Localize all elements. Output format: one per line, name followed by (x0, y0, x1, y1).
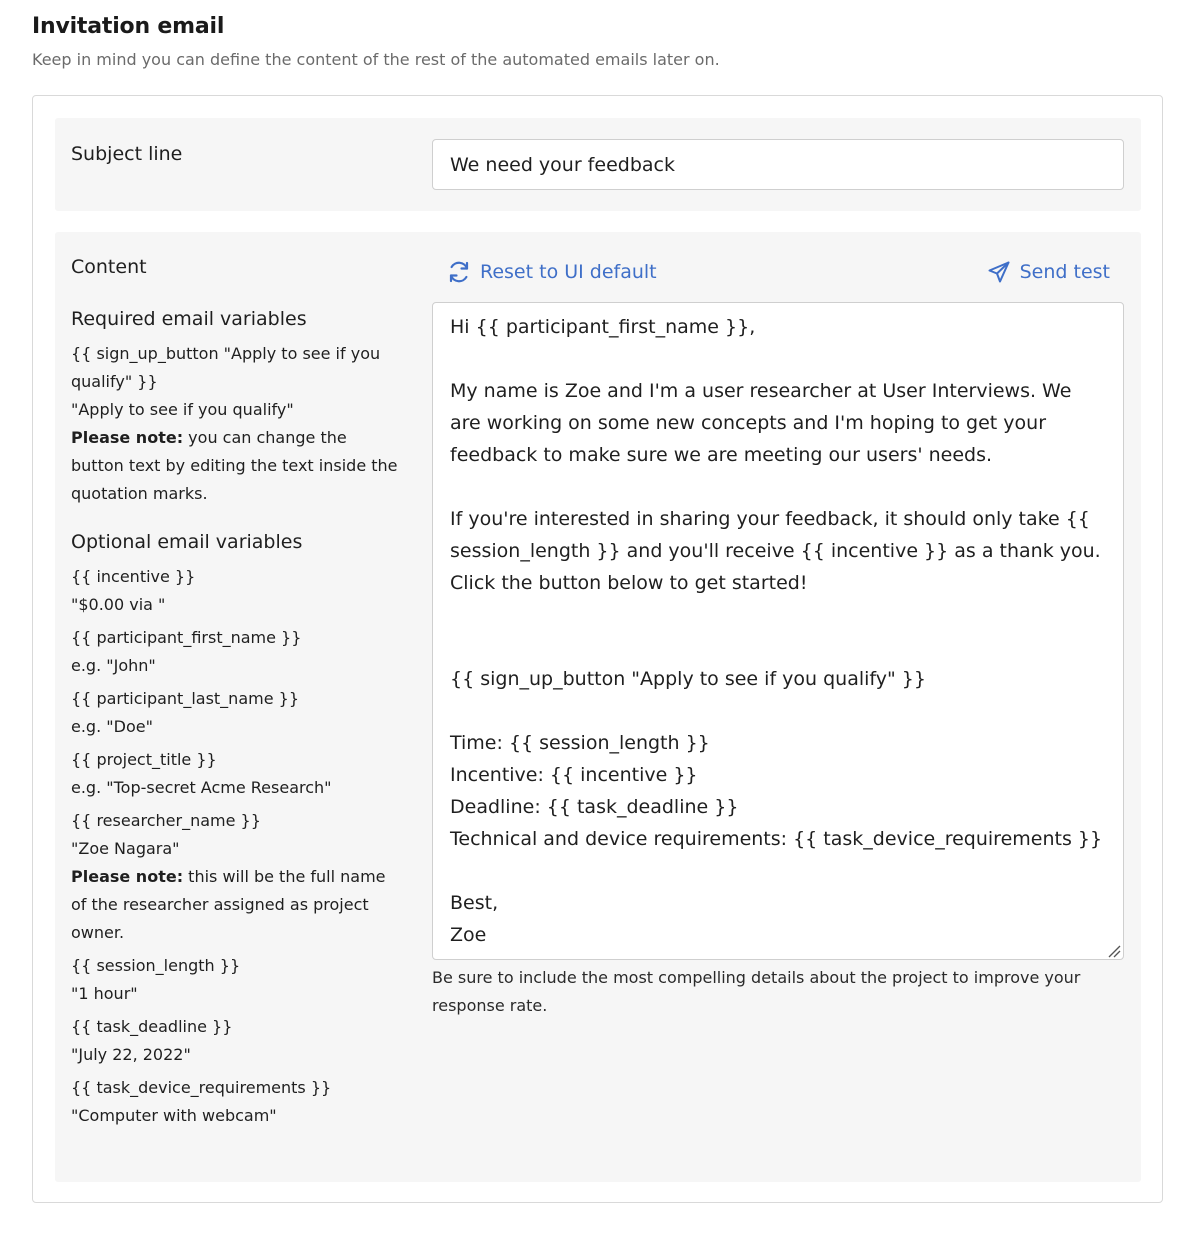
email-body-textarea[interactable] (432, 302, 1124, 960)
content-section (55, 232, 1141, 1182)
subject-line-label: Subject line (71, 143, 183, 165)
note-label: Please note: (71, 867, 184, 886)
variable-name: {{ task_deadline }} (71, 1017, 233, 1036)
variable-name: {{ participant_last_name }} (71, 689, 299, 708)
variable-name: {{ participant_first_name }} (71, 628, 302, 647)
optional-variable-item (71, 952, 401, 1008)
optional-variable-item (71, 624, 401, 680)
optional-variable-item (71, 1013, 401, 1069)
refresh-icon (447, 260, 471, 284)
reset-button-label: Reset to UI default (480, 261, 657, 283)
invitation-email-card (32, 95, 1163, 1203)
send-test-label: Send test (1019, 261, 1110, 283)
variable-value: "Zoe Nagara" (71, 839, 180, 858)
subject-line-section (55, 118, 1141, 211)
required-variables-heading: Required email variables (71, 308, 307, 330)
note-text: this will be the full name of the researcher assigned as project owner. (71, 867, 386, 942)
variable-name: {{ researcher_name }} (71, 811, 261, 830)
variable-value: "July 22, 2022" (71, 1045, 191, 1064)
content-label: Content (71, 256, 147, 278)
variable-name: {{ session_length }} (71, 956, 241, 975)
required-variable-item (71, 340, 401, 508)
variable-name: {{ task_device_requirements }} (71, 1078, 332, 1097)
variable-value: "Apply to see if you qualify" (71, 400, 294, 419)
note-text: you can change the button text by editing the text inside the quotation marks. (71, 428, 398, 503)
variable-name: {{ project_title }} (71, 750, 217, 769)
variable-note (71, 863, 401, 947)
optional-variables-heading: Optional email variables (71, 531, 303, 553)
variable-value: e.g. "Top-secret Acme Research" (71, 778, 332, 797)
note-label: Please note: (71, 428, 184, 447)
variable-value: e.g. "Doe" (71, 717, 153, 736)
page-subtitle: Keep in mind you can define the content of the rest of the automated emails later on. (32, 50, 720, 69)
email-body-text[interactable]: Hi {{ participant_first_name }}, My name is Zoe and I'm a user researcher at User Interviews. We are working on some new concepts and I'm hoping to get your feedback to make sure we are meeting our users' needs. If you're interested in sharing your feedback, it should only take {{ session_length }} and you'll receive {{ incentive }} as a thank you. Click the button below to get started! {{ sign_up_button "Apply to see if you qualify" }} Time: {{ session_length }} Incentive: {{ incentive }} Deadline: {{ task_deadline }} Technical and device requirements: {{ task_device_requirements }} Best, Zoe (450, 316, 1103, 946)
email-toolbar (447, 260, 1110, 294)
reset-to-default-button[interactable] (447, 260, 657, 284)
paper-plane-icon (987, 260, 1011, 284)
subject-line-input[interactable] (432, 139, 1124, 190)
variable-value: "1 hour" (71, 984, 138, 1003)
page-title: Invitation email (32, 14, 225, 39)
optional-variable-item (71, 807, 401, 947)
optional-variable-item (71, 685, 401, 741)
variable-value: e.g. "John" (71, 656, 156, 675)
variable-name: {{ sign_up_button "Apply to see if you qualify" }} (71, 344, 381, 391)
variable-name: {{ incentive }} (71, 567, 196, 586)
variable-note (71, 424, 401, 508)
content-helper-text: Be sure to include the most compelling details about the project to improve your response rate. (432, 968, 1081, 1015)
variable-value: "Computer with webcam" (71, 1106, 277, 1125)
resize-handle-icon[interactable] (1107, 943, 1121, 957)
email-variables-list (71, 306, 401, 1135)
optional-variable-item (71, 746, 401, 802)
optional-variable-item (71, 563, 401, 619)
optional-variable-item (71, 1074, 401, 1130)
send-test-button[interactable] (987, 260, 1110, 284)
variable-value: "$0.00 via " (71, 595, 166, 614)
